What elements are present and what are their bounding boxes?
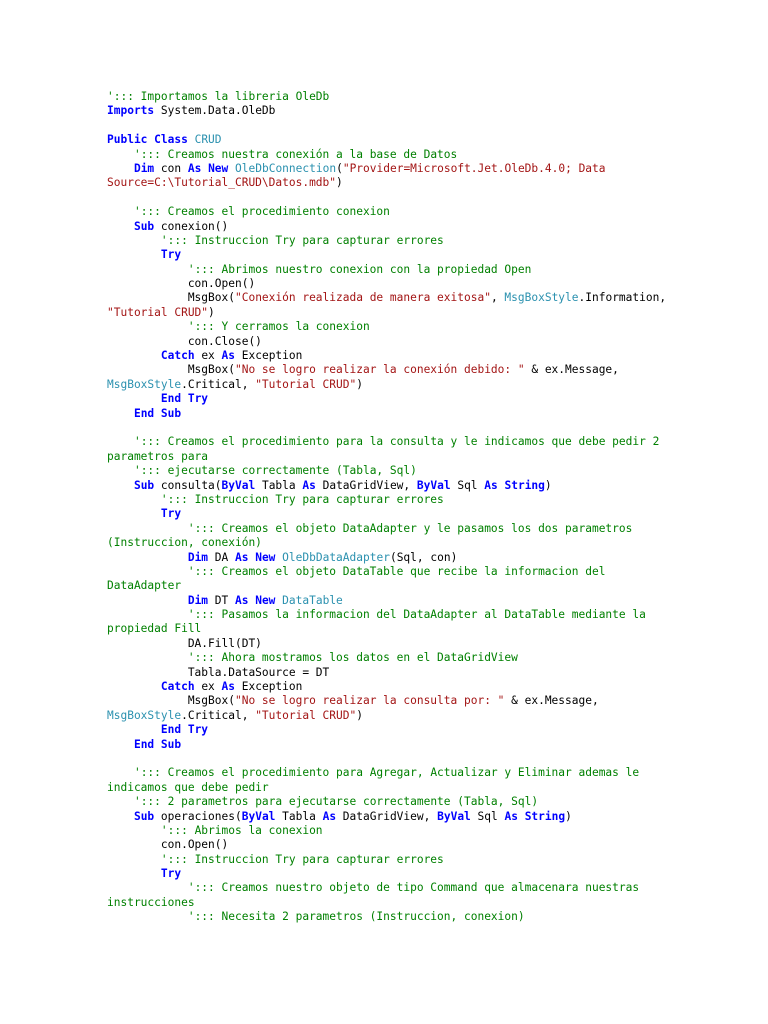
comment-token: '::: Creamos el procedimiento para Agregar, Actualizar y Eliminar ademas le xyxy=(133,766,640,780)
code-token: Sql xyxy=(450,478,485,492)
code-line xyxy=(107,104,667,118)
code-token: & ex.Message, xyxy=(524,363,619,377)
comment-token: '::: Creamos el procedimiento para la consulta y le indicamos que debe pedir 2 xyxy=(133,435,660,449)
code-line xyxy=(107,407,667,421)
code-line xyxy=(107,176,667,190)
type-token: DataTable xyxy=(282,593,343,607)
comment-token: (Instruccion, conexión) xyxy=(107,536,262,550)
code-token: Exception xyxy=(235,349,303,363)
code-line xyxy=(107,738,667,752)
code-token xyxy=(107,248,161,261)
code-token: Tabla xyxy=(275,809,323,823)
code-line xyxy=(107,867,667,881)
code-line xyxy=(107,435,667,449)
keyword-token: Sub xyxy=(133,809,155,823)
keyword-token: As xyxy=(221,680,236,694)
code-token: Tabla.DataSource = DT xyxy=(107,665,330,679)
code-token xyxy=(107,407,134,420)
keyword-token: Catch xyxy=(160,349,195,363)
comment-token: '::: Creamos el objeto DataAdapter y le pasamos los dos parametros xyxy=(187,521,633,535)
code-token: ) xyxy=(356,708,363,722)
code-token: ) xyxy=(336,176,343,190)
comment-token: '::: Importamos la libreria OleDb xyxy=(107,90,330,103)
code-token: .Information, xyxy=(578,291,667,305)
code-line xyxy=(107,464,667,478)
code-token: ) xyxy=(208,305,215,319)
code-token xyxy=(107,522,188,535)
code-token xyxy=(107,651,188,664)
code-token: ) xyxy=(565,809,572,823)
keyword-token: End Sub xyxy=(133,406,182,420)
code-token xyxy=(107,766,134,779)
code-token: DA.Fill(DT) xyxy=(107,636,262,650)
keyword-token: ByVal xyxy=(241,809,276,823)
keyword-token: End Try xyxy=(160,723,209,737)
comment-token: DataAdapter xyxy=(107,579,182,593)
code-token: MsgBox( xyxy=(107,363,235,377)
keyword-token: As New xyxy=(235,550,276,564)
code-line xyxy=(107,666,667,680)
code-line xyxy=(107,234,667,248)
code-line xyxy=(107,479,667,493)
code-line xyxy=(107,838,667,852)
code-line xyxy=(107,263,667,277)
code-token: Exception xyxy=(235,680,303,694)
comment-token: '::: Necesita 2 parametros (Instruccion, conexion) xyxy=(187,910,525,924)
code-line xyxy=(107,291,667,305)
keyword-token: Dim xyxy=(133,161,155,175)
code-token xyxy=(107,205,134,218)
code-token: ) xyxy=(544,478,552,492)
type-token: MsgBoxStyle xyxy=(107,377,182,391)
keyword-token: Dim xyxy=(187,550,209,564)
code-line xyxy=(107,148,667,162)
keyword-token: Catch xyxy=(160,680,195,694)
code-token xyxy=(107,148,134,161)
string-token: "Conexión realizada de manera exitosa" xyxy=(234,291,491,305)
code-line xyxy=(107,810,667,824)
code-token: con xyxy=(154,161,188,175)
type-token: MsgBoxStyle xyxy=(107,708,182,722)
comment-token: indicamos que debe pedir xyxy=(107,780,269,794)
type-token: MsgBoxStyle xyxy=(504,291,579,305)
comment-token: '::: Abrimos nuestro conexion con la propiedad Open xyxy=(187,262,532,276)
code-line xyxy=(107,651,667,665)
code-line xyxy=(107,277,667,291)
comment-token: '::: ejecutarse correctamente (Tabla, Sql) xyxy=(133,464,417,478)
code-token: , xyxy=(490,291,505,305)
blank-code-line xyxy=(107,119,667,133)
code-token: con.Open() xyxy=(107,838,229,852)
code-line xyxy=(107,766,667,780)
keyword-token: ByVal xyxy=(416,478,451,492)
code-token: .Critical, xyxy=(181,708,256,722)
code-token: (Sql, con) xyxy=(389,550,458,564)
code-token: ( xyxy=(336,161,343,175)
code-token: con.Open() xyxy=(107,277,256,291)
comment-token: '::: Creamos nuestro objeto de tipo Command que almacenara nuestras xyxy=(187,881,640,895)
comment-token: instrucciones xyxy=(107,895,195,909)
code-line xyxy=(107,507,667,521)
code-line xyxy=(107,853,667,867)
keyword-token: As New xyxy=(235,593,276,607)
code-token xyxy=(107,824,161,837)
code-token xyxy=(107,162,134,175)
code-line xyxy=(107,680,667,694)
string-token: "Tutorial CRUD" xyxy=(255,377,357,391)
code-token xyxy=(107,565,188,578)
code-token xyxy=(107,263,188,276)
code-token xyxy=(107,680,161,693)
code-token xyxy=(107,867,161,880)
code-token xyxy=(107,493,161,506)
code-token xyxy=(107,320,188,333)
keyword-token: End Sub xyxy=(133,737,182,751)
code-line xyxy=(107,363,667,377)
comment-token: propiedad Fill xyxy=(107,622,202,636)
code-block xyxy=(107,90,667,925)
keyword-token: As New xyxy=(187,161,229,175)
code-line xyxy=(107,306,667,320)
code-line xyxy=(107,795,667,809)
code-line xyxy=(107,723,667,737)
code-line xyxy=(107,622,667,636)
keyword-token: Public Class xyxy=(107,133,188,147)
code-line xyxy=(107,378,667,392)
code-token xyxy=(107,234,161,247)
code-token xyxy=(107,608,188,621)
string-token: "Tutorial CRUD" xyxy=(107,305,209,319)
code-token: ex xyxy=(194,680,222,694)
code-token xyxy=(188,133,195,146)
code-line xyxy=(107,450,667,464)
code-line xyxy=(107,320,667,334)
code-line xyxy=(107,248,667,262)
keyword-token: Imports xyxy=(107,104,155,118)
code-token xyxy=(107,220,134,233)
code-token xyxy=(107,594,188,607)
code-token: & ex.Message, xyxy=(504,694,599,708)
keyword-token: Dim xyxy=(187,593,209,607)
code-line xyxy=(107,90,667,104)
code-token xyxy=(107,881,188,894)
keyword-token: ByVal xyxy=(437,809,471,823)
code-token xyxy=(107,723,161,736)
string-token: "Tutorial CRUD" xyxy=(255,708,357,722)
code-token xyxy=(107,853,161,866)
code-token: Tabla xyxy=(255,478,303,492)
keyword-token: As xyxy=(221,349,236,363)
comment-token: '::: Pasamos la informacion del DataAdapter al DataTable mediante la xyxy=(187,608,646,622)
code-token: DT xyxy=(208,593,235,607)
keyword-token: As xyxy=(322,809,337,823)
code-token xyxy=(107,464,134,477)
code-token xyxy=(107,435,134,448)
code-line xyxy=(107,709,667,723)
type-token: CRUD xyxy=(194,133,222,147)
code-token xyxy=(107,810,134,823)
code-line xyxy=(107,335,667,349)
code-line xyxy=(107,824,667,838)
code-line xyxy=(107,493,667,507)
type-token: OleDbConnection xyxy=(235,161,337,175)
code-token xyxy=(107,551,188,564)
comment-token: '::: Y cerramos la conexion xyxy=(187,320,370,334)
keyword-token: Try xyxy=(160,867,182,881)
code-token: System.Data.OleDb xyxy=(154,104,276,118)
comment-token: '::: Instruccion Try para capturar errores xyxy=(160,233,444,247)
string-token: "No se logro realizar la conexión debido: " xyxy=(234,363,525,377)
code-line xyxy=(107,162,667,176)
comment-token: '::: 2 parametros para ejecutarse correctamente (Tabla, Sql) xyxy=(133,795,539,809)
code-line xyxy=(107,551,667,565)
code-token: conexion() xyxy=(154,219,229,233)
code-token: ) xyxy=(356,377,363,391)
blank-code-line xyxy=(107,421,667,435)
code-token xyxy=(107,910,188,923)
code-token: con.Close() xyxy=(107,334,262,348)
comment-token: '::: Abrimos la conexion xyxy=(160,823,323,837)
comment-token: '::: Creamos nuestra conexión a la base de Datos xyxy=(133,147,458,161)
blank-code-line xyxy=(107,191,667,205)
blank-code-line xyxy=(107,752,667,766)
keyword-token: ByVal xyxy=(221,478,256,492)
string-token: Source=C:\Tutorial_CRUD\Datos.mdb" xyxy=(107,176,337,190)
code-token: consulta( xyxy=(154,478,222,492)
keyword-token: As xyxy=(302,478,316,492)
code-line xyxy=(107,522,667,536)
code-token xyxy=(107,795,134,808)
keyword-token: As String xyxy=(504,809,566,823)
comment-token: parametros para xyxy=(107,449,209,463)
code-token: MsgBox( xyxy=(107,291,235,305)
code-line xyxy=(107,896,667,910)
code-token: .Critical, xyxy=(181,377,256,391)
keyword-token: End Try xyxy=(160,392,209,406)
string-token: "No se logro realizar la consulta por: " xyxy=(234,694,505,708)
comment-token: '::: Creamos el procedimiento conexion xyxy=(133,205,390,219)
comment-token: '::: Instruccion Try para capturar errores xyxy=(160,852,444,866)
code-line xyxy=(107,637,667,651)
keyword-token: Try xyxy=(160,248,182,262)
code-token: MsgBox( xyxy=(107,694,235,708)
code-line xyxy=(107,694,667,708)
code-token: Sql xyxy=(470,809,505,823)
code-token: DataGridView, xyxy=(336,809,438,823)
comment-token: '::: Ahora mostramos los datos en el DataGridView xyxy=(187,651,518,665)
code-line xyxy=(107,205,667,219)
code-token: ex xyxy=(194,349,222,363)
keyword-token: Try xyxy=(160,507,182,521)
comment-token: '::: Instruccion Try para capturar errores xyxy=(160,492,444,506)
keyword-token: Sub xyxy=(133,219,155,233)
code-line xyxy=(107,579,667,593)
type-token: OleDbDataAdapter xyxy=(282,550,390,564)
code-line xyxy=(107,608,667,622)
code-line xyxy=(107,536,667,550)
code-line xyxy=(107,220,667,234)
code-token: operaciones( xyxy=(154,809,242,823)
code-line xyxy=(107,594,667,608)
code-token xyxy=(107,507,161,520)
code-line xyxy=(107,781,667,795)
keyword-token: Sub xyxy=(133,478,155,492)
code-line xyxy=(107,349,667,363)
comment-token: '::: Creamos el objeto DataTable que recibe la informacion del xyxy=(187,564,606,578)
code-line xyxy=(107,910,667,924)
code-line xyxy=(107,881,667,895)
code-line xyxy=(107,565,667,579)
code-line xyxy=(107,133,667,147)
code-token xyxy=(107,349,161,362)
code-token: DA xyxy=(208,550,235,564)
code-token xyxy=(107,738,134,751)
code-line xyxy=(107,392,667,406)
keyword-token: As String xyxy=(484,478,545,492)
code-token xyxy=(107,479,134,492)
code-token: DataGridView, xyxy=(315,478,417,492)
code-token xyxy=(107,392,161,405)
string-token: "Provider=Microsoft.Jet.OleDb.4.0; Data xyxy=(342,161,606,175)
